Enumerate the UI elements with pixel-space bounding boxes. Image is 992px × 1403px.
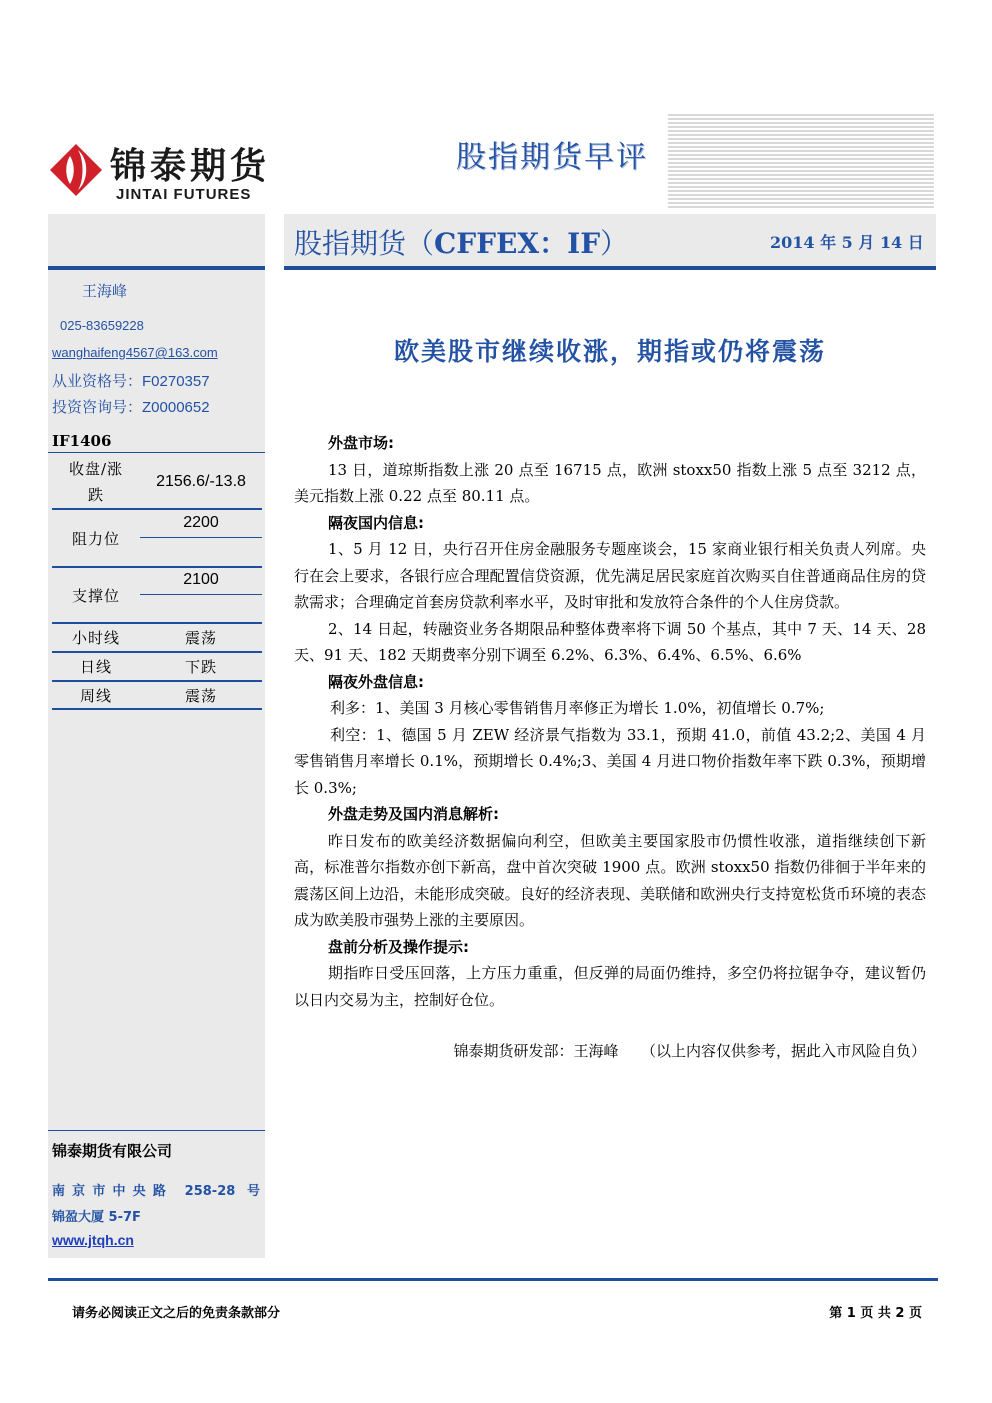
- daily-trend-label: 日线: [79, 658, 112, 676]
- daily-trend-value: 下跌: [184, 658, 217, 676]
- header-stripe-pattern: [668, 114, 934, 210]
- section-paragraph: 利空：1、德国 5 月 ZEW 经济景气指数为 33.1，预期 41.0，前值 43.2;2、美国 4 月零售销售月率增长 0.1%，预期增长 0.4%;3、美国 4 月进口物价指数年率下跌 0.3%，预期增长 0.3%;: [294, 725, 926, 797]
- resistance-label: 阻力位: [71, 530, 120, 548]
- analyst-email-link[interactable]: wanghaifeng4567@163.com: [52, 345, 218, 360]
- brand-name-cn: 锦泰期货: [110, 146, 271, 187]
- section-paragraph: 利多：1、美国 3 月核心零售销售月率修正为增长 1.0%，初值增长 0.7%;: [330, 699, 825, 717]
- product-title-close: ）: [600, 227, 629, 260]
- contract-divider: [48, 452, 265, 453]
- resistance-value: 2200: [183, 514, 219, 531]
- footer-disclaimer: 请务必阅读正文之后的免责条款部分: [72, 1306, 281, 1321]
- jintai-logo-icon: [48, 142, 104, 198]
- hourly-trend-value: 震荡: [184, 629, 217, 647]
- close-change-value: 2156.6/-13.8: [156, 473, 246, 490]
- section-title-overseas-info: 隔夜外盘信息:: [328, 672, 424, 691]
- table-row-label: 收盘/涨: [68, 460, 124, 478]
- table-inner-divider: [140, 594, 262, 595]
- section-paragraph: 期指昨日受压回落，上方压力重重，但反弹的局面仍维持，多空仍将拉锯争夺，建议暂仍以日内交易为主，控制好仓位。: [294, 964, 926, 1009]
- section-title-operation-tips: 盘前分析及操作提示:: [328, 937, 469, 956]
- weekly-trend-label: 周线: [79, 687, 112, 705]
- sidebar-divider: [48, 266, 265, 270]
- section-paragraph: 2、14 日起，转融资业务各期限品种整体费率将下调 50 个基点，其中 7 天、14 天、28 天、91 天、182 天期费率分别下调至 6.2%、6.3%、6.4%、6.5%、6.6%: [294, 619, 926, 664]
- table-divider: [52, 680, 262, 682]
- report-signature: 锦泰期货研发部：王海峰 （以上内容仅供参考，据此入市风险自负）: [453, 1042, 926, 1060]
- analyst-name: 王海峰: [82, 283, 128, 300]
- section-title-analysis: 外盘走势及国内消息解析:: [328, 805, 499, 823]
- analyst-consult-number: 投资咨询号：Z0000652: [52, 399, 210, 416]
- brand-name-en: JINTAI FUTURES: [116, 186, 252, 203]
- company-building: 锦盈大厦 5-7F: [52, 1210, 141, 1225]
- page-number: 第 1 页 共 2 页: [829, 1306, 922, 1321]
- product-title: [294, 222, 628, 262]
- weekly-trend-value: 震荡: [184, 687, 217, 705]
- company-name: 锦泰期货有限公司: [52, 1142, 173, 1160]
- table-divider: [52, 708, 262, 710]
- section-title-domestic-info: 隔夜国内信息:: [328, 513, 424, 532]
- section-title-overseas-market: 外盘市场:: [328, 434, 394, 452]
- support-label: 支撑位: [71, 587, 120, 605]
- table-divider: [52, 651, 262, 653]
- analyst-qualification: 从业资格号：F0270357: [52, 373, 210, 390]
- table-divider: [52, 508, 262, 510]
- product-bar-divider: [284, 266, 936, 270]
- analyst-phone: 025-83659228: [60, 318, 144, 333]
- report-date: 2014 年 5 月 14 日: [770, 233, 924, 252]
- table-divider: [52, 622, 262, 624]
- company-address: 南京市中央路 258-28 号: [52, 1184, 260, 1199]
- table-inner-divider: [140, 537, 262, 538]
- report-body: [294, 430, 926, 1013]
- product-title-cn: 股指期货（: [294, 227, 435, 260]
- footer-divider: [48, 1278, 938, 1281]
- report-type-title: 股指期货早评: [456, 140, 648, 175]
- section-paragraph: 13 日，道琼斯指数上涨 20 点至 16715 点，欧洲 stoxx50 指数上涨 5 点至 3212 点，美元指数上涨 0.22 点至 80.11 点。: [294, 460, 926, 505]
- company-divider: [48, 1130, 265, 1131]
- company-website-link[interactable]: www.jtqh.cn: [52, 1232, 134, 1248]
- table-divider: [52, 566, 262, 568]
- support-value: 2100: [183, 571, 219, 588]
- table-row-label-cont: 跌: [87, 486, 104, 504]
- contract-code: IF1406: [52, 432, 112, 450]
- section-paragraph: 1、5 月 12 日，央行召开住房金融服务专题座谈会，15 家商业银行相关负责人列席。央行在会上要求，各银行应合理配置信贷资源，优先满足居民家庭首次购买自住普通商品住房的贷款需求；合理确定首套房贷款利率水平，及时审批和发放符合条件的个人住房贷款。: [294, 540, 926, 611]
- hourly-trend-label: 小时线: [71, 629, 120, 647]
- report-headline: 欧美股市继续收涨，期指或仍将震荡: [393, 337, 826, 366]
- product-title-code: CFFEX：IF: [434, 227, 601, 260]
- section-paragraph: 昨日发布的欧美经济数据偏向利空，但欧美主要国家股市仍惯性收涨，道指继续创下新高，标准普尔指数亦创下新高，盘中首次突破 1900 点。欧洲 stoxx50 指数仍徘徊于半年来的震荡区间上边沿，未能形成突破。良好的经济表现、美联储和欧洲央行支持宽松货币环境的表态成为欧美股市强势上涨的主要原因。: [294, 831, 926, 929]
